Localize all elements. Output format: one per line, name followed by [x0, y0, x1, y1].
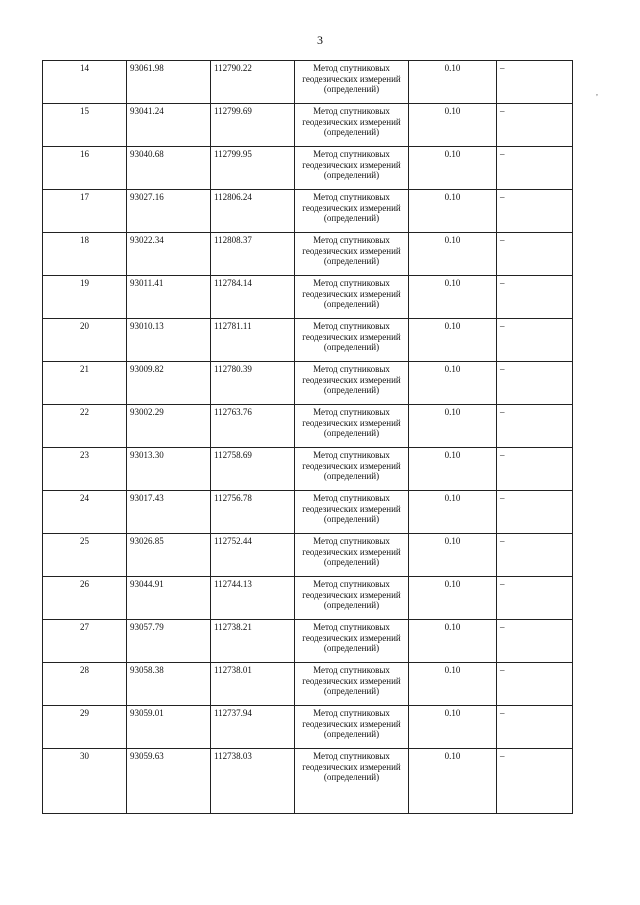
accuracy-cell: 0.10 [409, 620, 497, 663]
description-cell: – [497, 663, 573, 706]
y-coordinate-cell: 112806.24 [211, 190, 295, 233]
method-cell: Метод спутниковых геодезических измерений (определений) [295, 534, 409, 577]
description-cell: – [497, 233, 573, 276]
method-cell: Метод спутниковых геодезических измерений (определений) [295, 104, 409, 147]
page-number: 3 [317, 33, 323, 47]
x-coordinate-cell: 93044.91 [127, 577, 211, 620]
table-row [43, 362, 573, 405]
accuracy-cell: 0.10 [409, 276, 497, 319]
x-coordinate-cell: 93027.16 [127, 190, 211, 233]
method-cell: Метод спутниковых геодезических измерений (определений) [295, 405, 409, 448]
method-cell: Метод спутниковых геодезических измерений (определений) [295, 577, 409, 620]
point-number-cell: 30 [43, 749, 127, 814]
table-row [43, 534, 573, 577]
method-cell: Метод спутниковых геодезических измерений (определений) [295, 620, 409, 663]
x-coordinate-cell: 93061.98 [127, 61, 211, 104]
method-cell: Метод спутниковых геодезических измерений (определений) [295, 147, 409, 190]
table-row [43, 448, 573, 491]
method-cell: Метод спутниковых геодезических измерений (определений) [295, 233, 409, 276]
x-coordinate-cell: 93026.85 [127, 534, 211, 577]
point-number-cell: 29 [43, 706, 127, 749]
method-cell: Метод спутниковых геодезических измерений (определений) [295, 362, 409, 405]
x-coordinate-cell: 93057.79 [127, 620, 211, 663]
method-cell: Метод спутниковых геодезических измерений (определений) [295, 491, 409, 534]
description-cell: – [497, 706, 573, 749]
accuracy-cell: 0.10 [409, 405, 497, 448]
accuracy-cell: 0.10 [409, 147, 497, 190]
y-coordinate-cell: 112799.95 [211, 147, 295, 190]
point-number-cell: 18 [43, 233, 127, 276]
method-cell: Метод спутниковых геодезических измерений (определений) [295, 61, 409, 104]
y-coordinate-cell: 112799.69 [211, 104, 295, 147]
method-cell: Метод спутниковых геодезических измерений (определений) [295, 749, 409, 814]
x-coordinate-cell: 93013.30 [127, 448, 211, 491]
accuracy-cell: 0.10 [409, 362, 497, 405]
table-row [43, 190, 573, 233]
margin-mark: , [596, 88, 598, 97]
y-coordinate-cell: 112808.37 [211, 233, 295, 276]
x-coordinate-cell: 93022.34 [127, 233, 211, 276]
method-cell: Метод спутниковых геодезических измерений (определений) [295, 448, 409, 491]
point-number-cell: 20 [43, 319, 127, 362]
table-row [43, 147, 573, 190]
table-row [43, 706, 573, 749]
description-cell: – [497, 61, 573, 104]
point-number-cell: 27 [43, 620, 127, 663]
y-coordinate-cell: 112738.21 [211, 620, 295, 663]
point-number-cell: 21 [43, 362, 127, 405]
table-row [43, 276, 573, 319]
accuracy-cell: 0.10 [409, 706, 497, 749]
point-number-cell: 25 [43, 534, 127, 577]
description-cell: – [497, 147, 573, 190]
table-row [43, 405, 573, 448]
x-coordinate-cell: 93058.38 [127, 663, 211, 706]
accuracy-cell: 0.10 [409, 534, 497, 577]
table-row [43, 233, 573, 276]
table-row [43, 104, 573, 147]
table-row [43, 491, 573, 534]
x-coordinate-cell: 93059.63 [127, 749, 211, 814]
accuracy-cell: 0.10 [409, 577, 497, 620]
table-row [43, 61, 573, 104]
description-cell: – [497, 319, 573, 362]
x-coordinate-cell: 93040.68 [127, 147, 211, 190]
point-number-cell: 23 [43, 448, 127, 491]
coordinates-table [42, 60, 573, 814]
point-number-cell: 17 [43, 190, 127, 233]
accuracy-cell: 0.10 [409, 749, 497, 814]
table-row [43, 663, 573, 706]
accuracy-cell: 0.10 [409, 190, 497, 233]
table-row [43, 319, 573, 362]
accuracy-cell: 0.10 [409, 104, 497, 147]
y-coordinate-cell: 112744.13 [211, 577, 295, 620]
accuracy-cell: 0.10 [409, 61, 497, 104]
y-coordinate-cell: 112784.14 [211, 276, 295, 319]
description-cell: – [497, 104, 573, 147]
description-cell: – [497, 620, 573, 663]
method-cell: Метод спутниковых геодезических измерений (определений) [295, 319, 409, 362]
point-number-cell: 24 [43, 491, 127, 534]
y-coordinate-cell: 112737.94 [211, 706, 295, 749]
y-coordinate-cell: 112738.03 [211, 749, 295, 814]
description-cell: – [497, 534, 573, 577]
point-number-cell: 16 [43, 147, 127, 190]
accuracy-cell: 0.10 [409, 448, 497, 491]
point-number-cell: 15 [43, 104, 127, 147]
method-cell: Метод спутниковых геодезических измерений (определений) [295, 190, 409, 233]
point-number-cell: 19 [43, 276, 127, 319]
x-coordinate-cell: 93011.41 [127, 276, 211, 319]
accuracy-cell: 0.10 [409, 319, 497, 362]
method-cell: Метод спутниковых геодезических измерений (определений) [295, 663, 409, 706]
description-cell: – [497, 362, 573, 405]
description-cell: – [497, 190, 573, 233]
description-cell: – [497, 749, 573, 814]
description-cell: – [497, 577, 573, 620]
x-coordinate-cell: 93010.13 [127, 319, 211, 362]
x-coordinate-cell: 93002.29 [127, 405, 211, 448]
point-number-cell: 22 [43, 405, 127, 448]
table-row [43, 577, 573, 620]
x-coordinate-cell: 93009.82 [127, 362, 211, 405]
y-coordinate-cell: 112758.69 [211, 448, 295, 491]
point-number-cell: 28 [43, 663, 127, 706]
x-coordinate-cell: 93017.43 [127, 491, 211, 534]
description-cell: – [497, 448, 573, 491]
accuracy-cell: 0.10 [409, 491, 497, 534]
y-coordinate-cell: 112752.44 [211, 534, 295, 577]
x-coordinate-cell: 93059.01 [127, 706, 211, 749]
y-coordinate-cell: 112781.11 [211, 319, 295, 362]
description-cell: – [497, 405, 573, 448]
table-row [43, 620, 573, 663]
y-coordinate-cell: 112790.22 [211, 61, 295, 104]
point-number-cell: 14 [43, 61, 127, 104]
point-number-cell: 26 [43, 577, 127, 620]
accuracy-cell: 0.10 [409, 233, 497, 276]
description-cell: – [497, 491, 573, 534]
table-row [43, 749, 573, 814]
method-cell: Метод спутниковых геодезических измерений (определений) [295, 276, 409, 319]
accuracy-cell: 0.10 [409, 663, 497, 706]
description-cell: – [497, 276, 573, 319]
y-coordinate-cell: 112738.01 [211, 663, 295, 706]
y-coordinate-cell: 112780.39 [211, 362, 295, 405]
y-coordinate-cell: 112756.78 [211, 491, 295, 534]
method-cell: Метод спутниковых геодезических измерений (определений) [295, 706, 409, 749]
y-coordinate-cell: 112763.76 [211, 405, 295, 448]
x-coordinate-cell: 93041.24 [127, 104, 211, 147]
